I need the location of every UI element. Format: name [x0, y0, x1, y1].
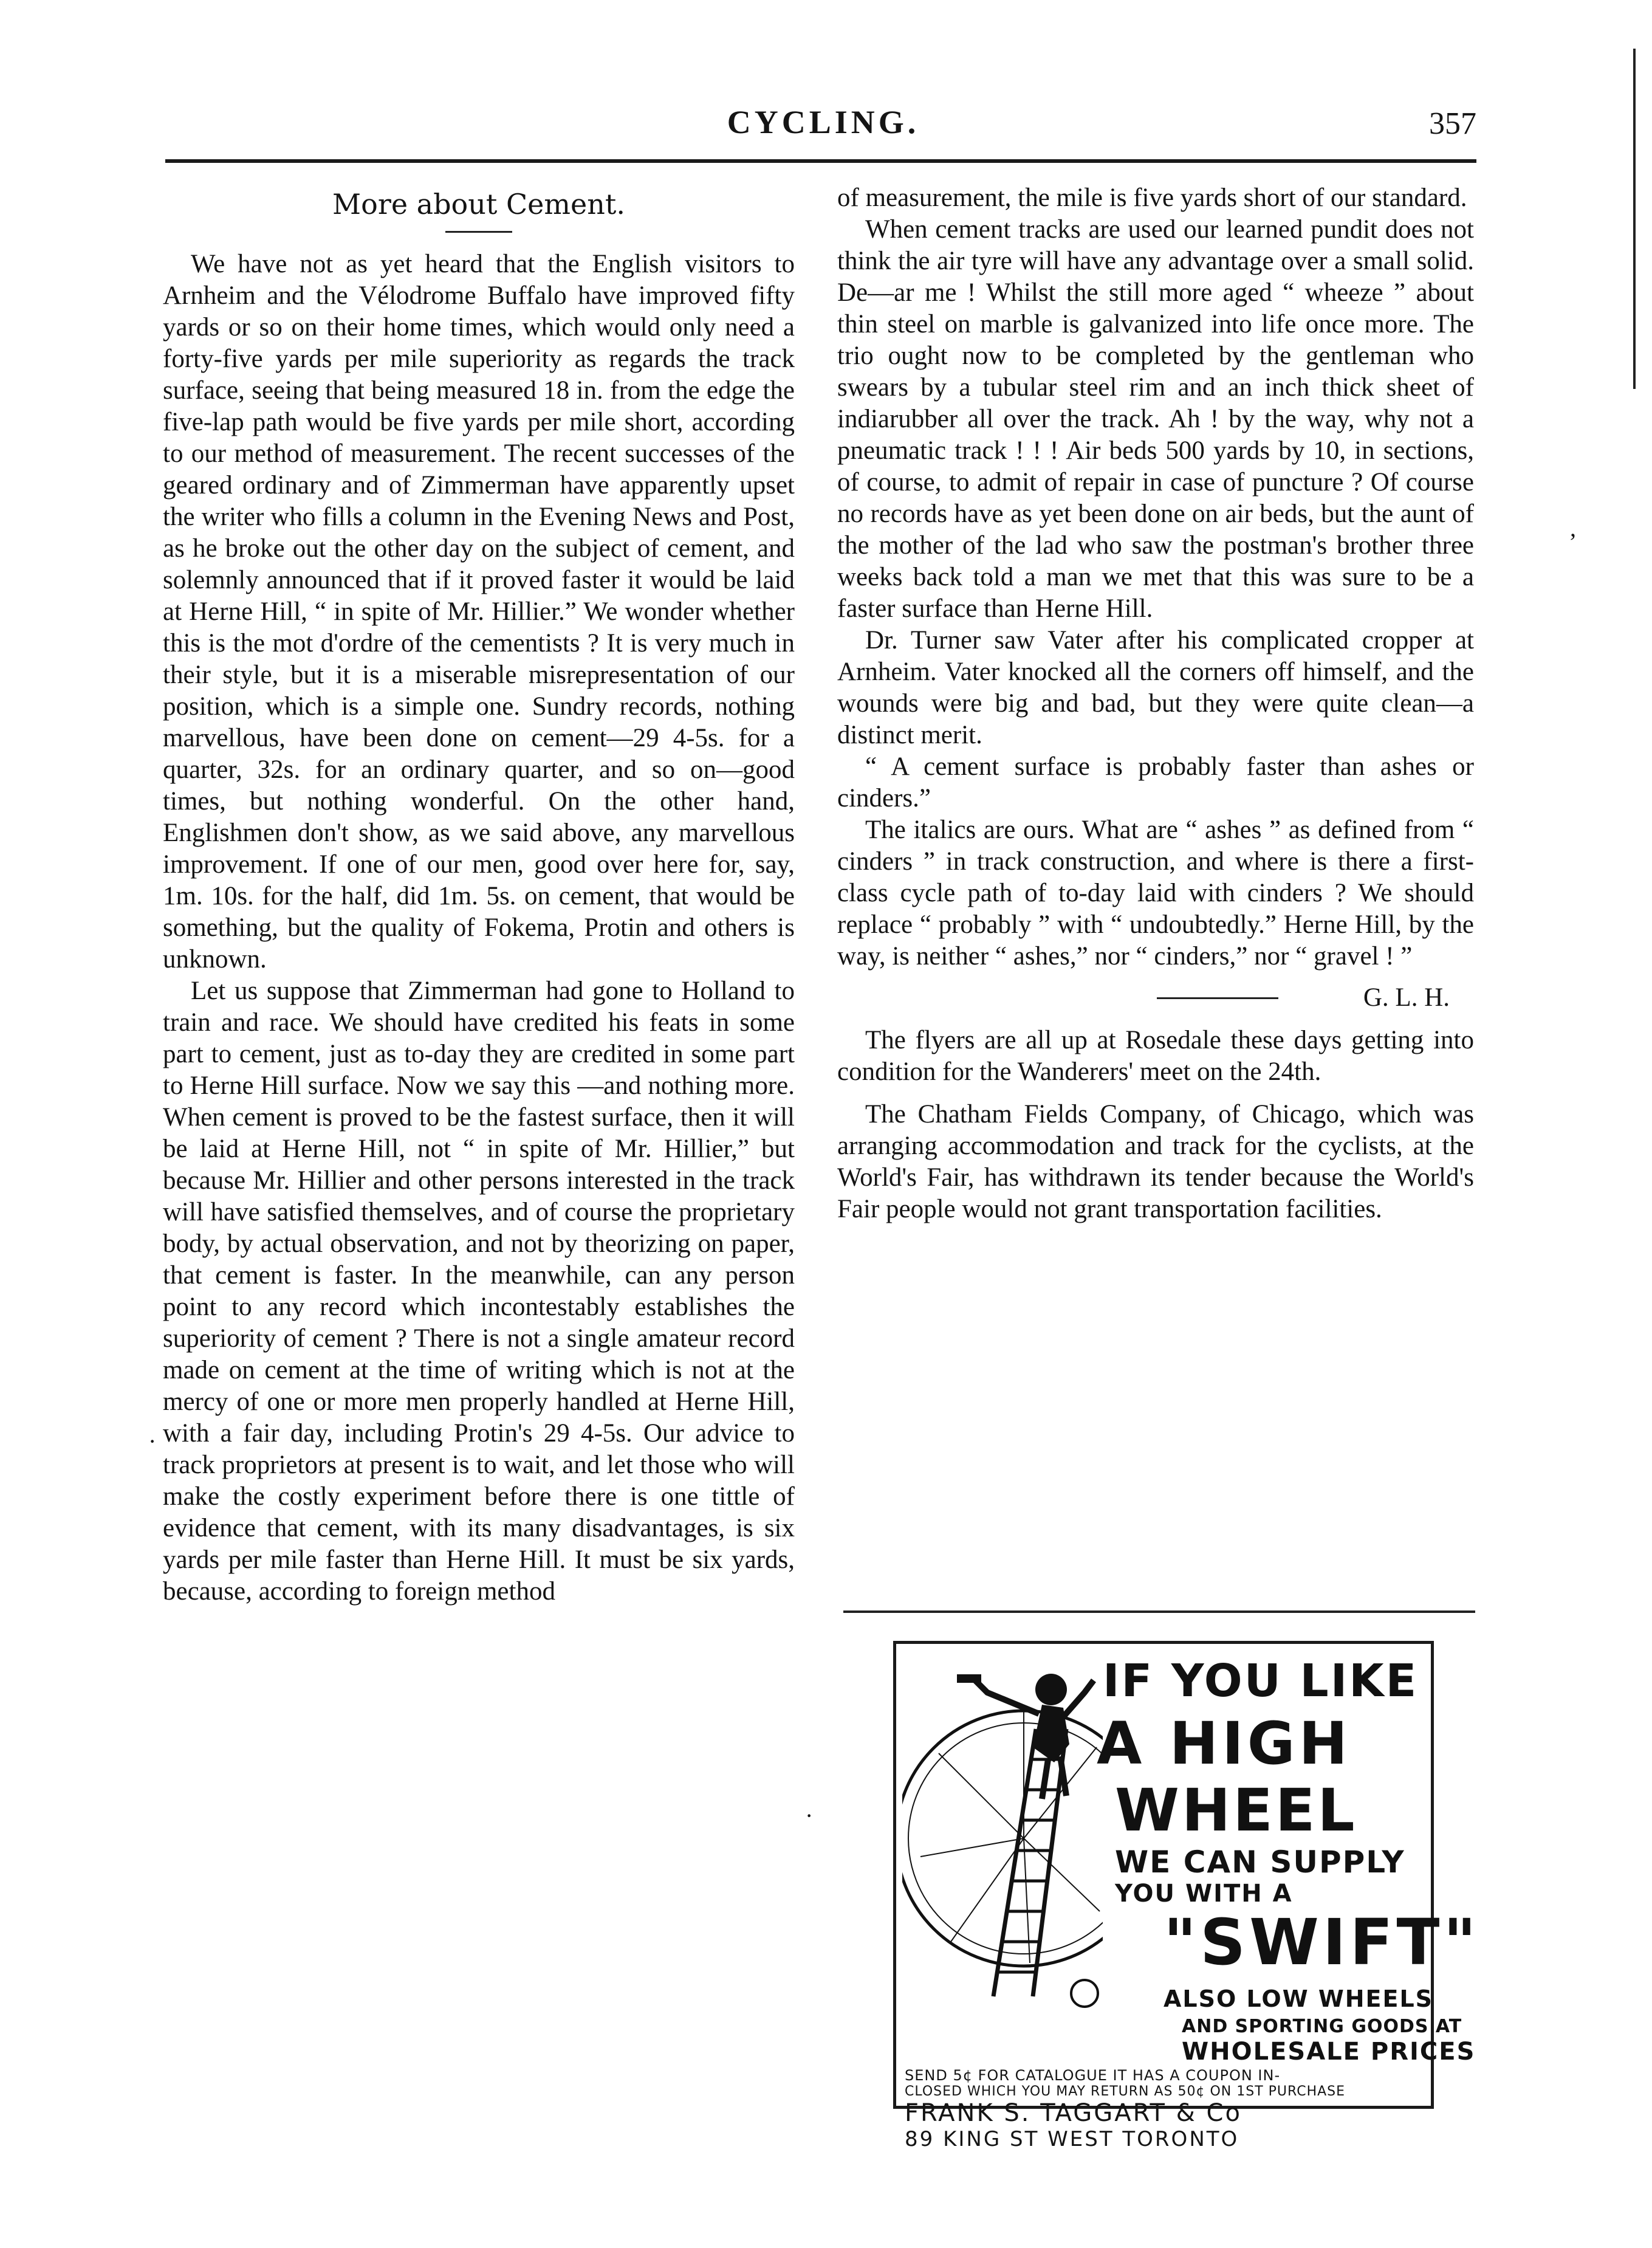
- left-column: [163, 182, 795, 1607]
- news-note: The flyers are all up at Rosedale these days getting into condition for the Wanderers' meet on the 24th.: [837, 1026, 1474, 1086]
- margin-mark: [1633, 49, 1636, 389]
- article-quote: “ A cement surface is probably faster than ashes or cinders.”: [837, 752, 1474, 813]
- article-paragraph: Let us suppose that Zimmerman had gone to Holland to train and race. We should have credited his feats in some part to cement, just as to-day they are credited in some part to Herne Hill surface. Now we say this —and nothing more. When cement is proved to be the fastest surface, then it will be laid at Herne Hill, not “ in spite of Mr. Hillier,” but because Mr. Hillier and other persons interested in the track will have satisfied themselves, and of course the proprietary body, by actual observation, and not by theorizing on paper, that cement is faster. In the meanwhile, can any person point to any record which incontestably establishes the superiority of cement ? There is not a single amateur record made on cement at the time of writing which is not at the mercy of one or more men properly handled at Herne Hill, with a fair day, including Protin's 29 4-5s. Our advice to track proprietors at present is to wait, and let those who will make the costly experiment before there is one tittle of evidence that cement, with its many disadvantages, is six yards per mile faster than Herne Hill. It must be six yards, because, according to foreign method: [163, 977, 795, 1606]
- page-number: 357: [1429, 106, 1476, 141]
- ad-line: IF YOU LIKE: [1103, 1655, 1419, 1707]
- ad-footer-line: CLOSED WHICH YOU MAY RETURN AS 50¢ ON 1ST PURCHASE: [905, 2084, 1346, 2099]
- stray-mark: ’: [1569, 528, 1577, 555]
- article-paragraph: Dr. Turner saw Vater after his complicated cropper at Arnheim. Vater knocked all the corners off himself, and the wounds were big and bad, but they were quite clean—a distinct merit.: [837, 626, 1474, 749]
- ad-footer: [905, 2067, 1422, 2151]
- ad-line: YOU WITH A: [1115, 1880, 1293, 1908]
- ad-line: WE CAN SUPPLY: [1115, 1844, 1405, 1880]
- journal-title: CYCLING.: [727, 104, 920, 140]
- stray-mark: ·: [148, 1428, 157, 1455]
- article-paragraph: of measurement, the mile is five yards short of our standard.: [837, 184, 1467, 212]
- advertisement-rule: [843, 1610, 1475, 1613]
- header-rule: [165, 159, 1476, 163]
- heading-rule: [445, 231, 512, 233]
- high-wheel-rider-illustration: [902, 1656, 1103, 2009]
- article-paragraph: The italics are ours. What are “ ashes ” as defined from “ cinders ” in track construction, and where is there a first-class cycle path of to-day laid with cinders ? We should replace “ probably ” with “ undoubtedly.” Herne Hill, by the way, is neither “ ashes,” nor “ cinders,” nor “ gravel ! ”: [837, 816, 1474, 971]
- ad-footer-line: SEND 5¢ FOR CATALOGUE IT HAS A COUPON IN-: [905, 2067, 1281, 2084]
- article-paragraph: When cement tracks are used our learned pundit does not think the air tyre will have any advantage over a small solid. De—ar me ! Whilst the still more aged “ wheeze ” about thin steel on marble is galvanized into life once more. The trio ought now to be completed by the gentleman who swears by a tubular steel rim and an inch thick sheet of indiarubber all over the track. Ah ! by the way, why not a pneumatic track ! ! ! Air beds 500 yards by 10, in sections, of course, to admit of repair in case of puncture ? Of course no records have as yet been done on air beds, but the aunt of the mother of the lad who saw the postman's brother three weeks back told a man we met that this was sure to be a faster surface than Herne Hill.: [837, 215, 1474, 623]
- ad-line: "SWIFT": [1164, 1905, 1480, 1979]
- ad-line: ALSO LOW WHEELS: [1164, 1985, 1434, 2012]
- right-column: [837, 182, 1474, 1225]
- article-paragraph: We have not as yet heard that the English visitors to Arnheim and the Vélodrome Buffalo have improved fifty yards or so on their home times, which would only need a forty-five yards per mile superiority as regards the track surface, seeing that being measured 18 in. from the edge the five-lap path would be five yards per mile short, according to our method of measurement. The recent successes of the geared ordinary and of Zimmerman have apparently upset the writer who fills a column in the Evening News and Post, as he broke out the other day on the subject of cement, and solemnly announced that if it proved faster it would be laid at Herne Hill, “ in spite of Mr. Hillier.” We wonder whether this is the mot d'ordre of the cementists ? It is very much in their style, but it is a miserable misrepresentation of our position, which is a simple one. Sundry records, nothing marvellous, have been done on cement—29 4-5s. for a quarter, 32s. for an ordinary quarter, and so on—good times, but nothing wonderful. On the other hand, Englishmen don't show, as we said above, any marvellous improvement. If one of our men, good over here for, say, 1m. 10s. for the half, did 1m. 5s. on cement, that would be something, but the quality of Fokema, Protin and others is unknown.: [163, 250, 795, 974]
- signature-block: [837, 982, 1474, 1014]
- ad-footer-line: 89 KING ST WEST TORONTO: [905, 2127, 1239, 2151]
- advertisement: [893, 1641, 1480, 2151]
- article-heading: More about Cement.: [332, 188, 625, 221]
- page-header: [170, 103, 1476, 158]
- ad-line: WHOLESALE PRICES: [1182, 2038, 1476, 2066]
- stray-mark: ·: [805, 1802, 814, 1829]
- signature-dash: [1157, 997, 1278, 999]
- ad-footer-line: FRANK S. TAGGART & Co: [905, 2099, 1242, 2127]
- news-note: The Chatham Fields Company, of Chicago, which was arranging accommodation and track for the cyclists, at the World's Fair, has withdrawn its tender because the World's Fair people would not grant transportation facilities.: [837, 1100, 1474, 1223]
- ad-line: A HIGH: [1097, 1710, 1351, 1778]
- signature: G. L. H.: [1363, 983, 1450, 1012]
- ad-line: AND SPORTING GOODS AT: [1182, 2016, 1462, 2037]
- ad-line: WHEEL: [1115, 1776, 1357, 1844]
